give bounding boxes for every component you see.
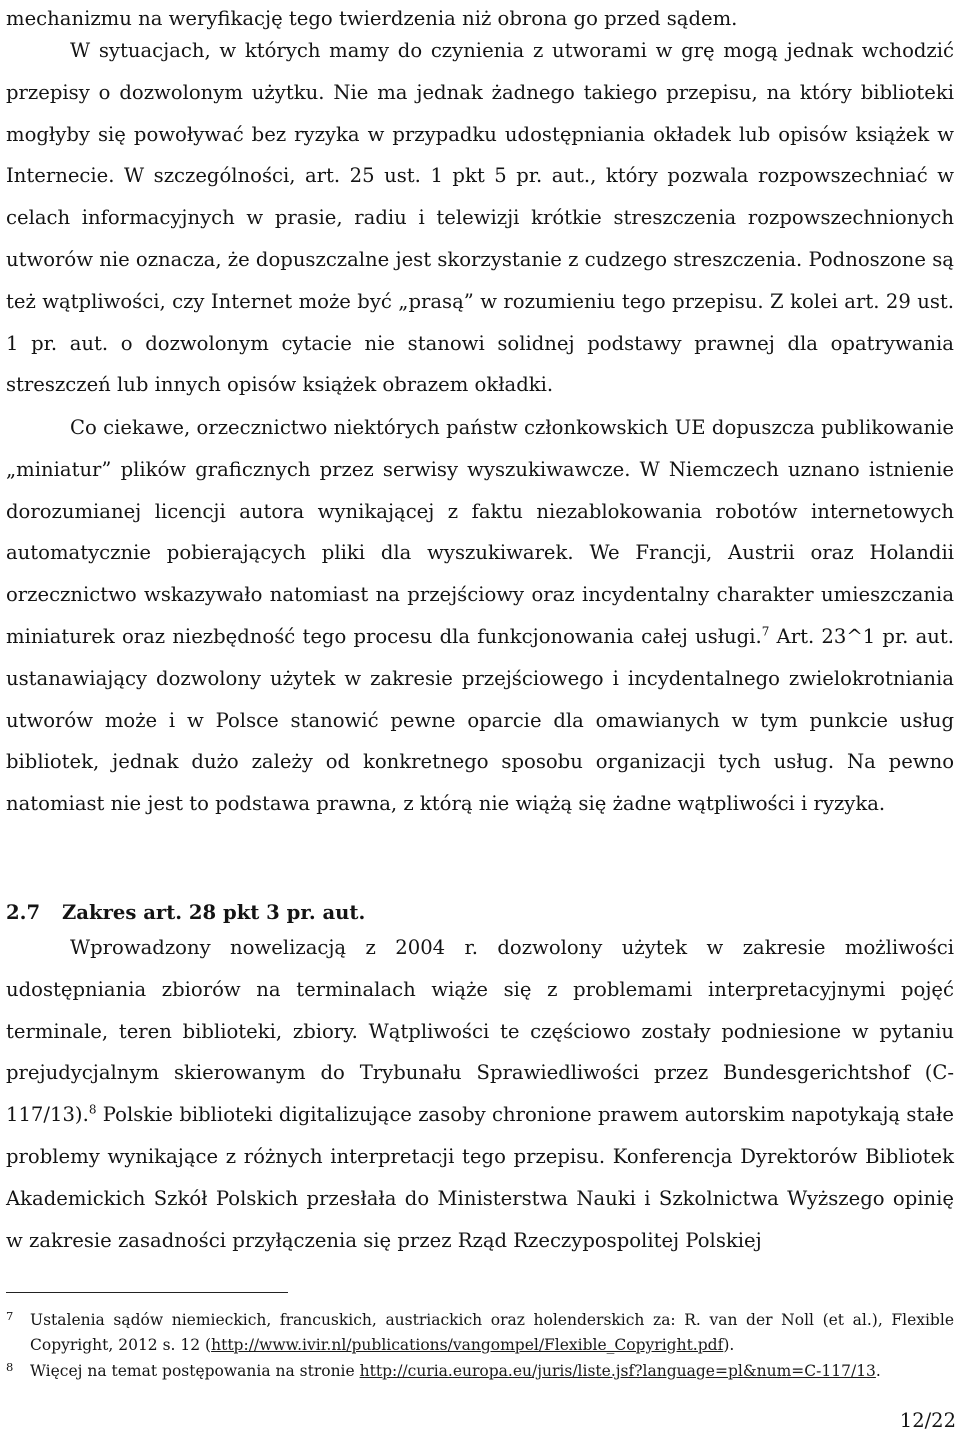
footnote-ref-7[interactable]: 7 xyxy=(761,624,770,639)
footnote-separator xyxy=(6,1292,288,1293)
footnote-8 xyxy=(6,1359,954,1384)
footnote-mark: 8 xyxy=(6,1360,14,1374)
footnote-text-part: ). xyxy=(723,1336,735,1354)
footnote-text-part: . xyxy=(875,1362,881,1380)
paragraph-continuation: mechanizmu na weryfikację tego twierdzenia niż obrona go przed sądem. xyxy=(6,7,738,30)
page-number: 12/22 xyxy=(899,1409,956,1432)
footnote-7 xyxy=(6,1308,954,1358)
section-number: 2.7 xyxy=(6,901,41,924)
footnote-mark: 7 xyxy=(6,1309,14,1323)
paragraph-text: Polskie biblioteki digitalizujące zasoby chronione prawem autorskim napotykają stałe problemy wynikające z różnych interpretacji tego przepisu. Konferencja Dyrektorów Bibliotek Akademickich Szkół Polskich przesłała do Ministerstwa Nauki i Szkolnictwa Wyższego opinię w zakresie zasadności przyłączenia się przez Rząd Rzeczypospolitej Polskiej xyxy=(6,1103,954,1252)
paragraph-terminale xyxy=(6,927,954,1261)
paragraph-text: Co ciekawe, orzecznictwo niektórych państw członkowskich UE dopuszcza publikowanie „miniatur” plików graficznych przez serwisy wyszukiwawcze. W Niemczech uznano istnienie dorozumianej licencji autora wynikającej z faktu niezablokowania robotów internetowych automatycznie pobierających pliki dla wyszukiwarek. We Francji, Austrii oraz Holandii orzecznictwo wskazywało natomiast na przejściowy oraz incydentalny charakter umieszczania miniaturek oraz niezbędność tego procesu dla funkcjonowania całej usługi. xyxy=(6,416,954,648)
footnote-text-part: Więcej na temat postępowania na stronie xyxy=(30,1362,360,1380)
footnote-text xyxy=(30,1359,954,1384)
footnote-link-curia[interactable]: http://curia.europa.eu/juris/liste.jsf?language=pl&num=C-117/13 xyxy=(359,1362,876,1380)
paragraph-orzecznictwo xyxy=(6,407,954,825)
footnote-link-ivir[interactable]: http://www.ivir.nl/publications/vangompel/Flexible_Copyright.pdf xyxy=(211,1336,724,1354)
paragraph-dozwolony-uzytek: W sytuacjach, w których mamy do czynienia z utworami w grę mogą jednak wchodzić przepisy o dozwolonym użytku. Nie ma jednak żadnego takiego przepisu, na który biblioteki mogłyby się powoływać bez ryzyka w przypadku udostępniania okładek lub opisów książek w Internecie. W szczególności, art. 25 ust. 1 pkt 5 pr. aut., który pozwala rozpowszechniać w celach informacyjnych w prasie, radiu i telewizji krótkie streszczenia rozpowszechnionych utworów nie oznacza, że dopuszczalne jest skorzystanie z cudzego streszczenia. Podnoszone są też wątpliwości, czy Internet może być „prasą” w rozumieniu tego przepisu. Z kolei art. 29 ust. 1 pr. aut. o dozwolonym cytacie nie stanowi solidnej podstawy prawnej dla opatrywania streszczeń lub innych opisów książek obrazem okładki. xyxy=(6,39,954,397)
paragraph-text: Wprowadzony nowelizacją z 2004 r. dozwolony użytek w zakresie możliwości udostępniania zbiorów na terminalach wiąże się z problemami interpretacyjnymi pojęć terminale, teren biblioteki, zbiory. Wątpliwości te częściowo zostały podniesione w pytaniu prejudycjalnym skierowanym do Trybunału Sprawiedliwości przez Bundesgerichtshof (C-117/13). xyxy=(6,936,954,1127)
section-title: Zakres art. 28 pkt 3 pr. aut. xyxy=(62,901,366,924)
paragraph-text: Art. 23^1 pr. aut. ustanawiający dozwolony użytek w zakresie przejściowego i incydentalnego zwielokrotniania utworów może i w Polsce stanowić pewne oparcie dla omawianych w tym punkcie usług bibliotek, jednak dużo zależy od konkretnego sposobu organizacji tych usług. Na pewno natomiast nie jest to podstawa prawna, z którą nie wiążą się żadne wątpliwości i ryzyka. xyxy=(6,624,954,816)
footnote-ref-8[interactable]: 8 xyxy=(88,1102,97,1117)
footnote-text xyxy=(30,1308,954,1358)
footnote-text-part: Ustalenia sądów niemieckich, francuskich, austriackich oraz holenderskich za: R. van der Noll (et al.), Flexible Copyright, 2012 s. 12 ( xyxy=(30,1311,954,1354)
